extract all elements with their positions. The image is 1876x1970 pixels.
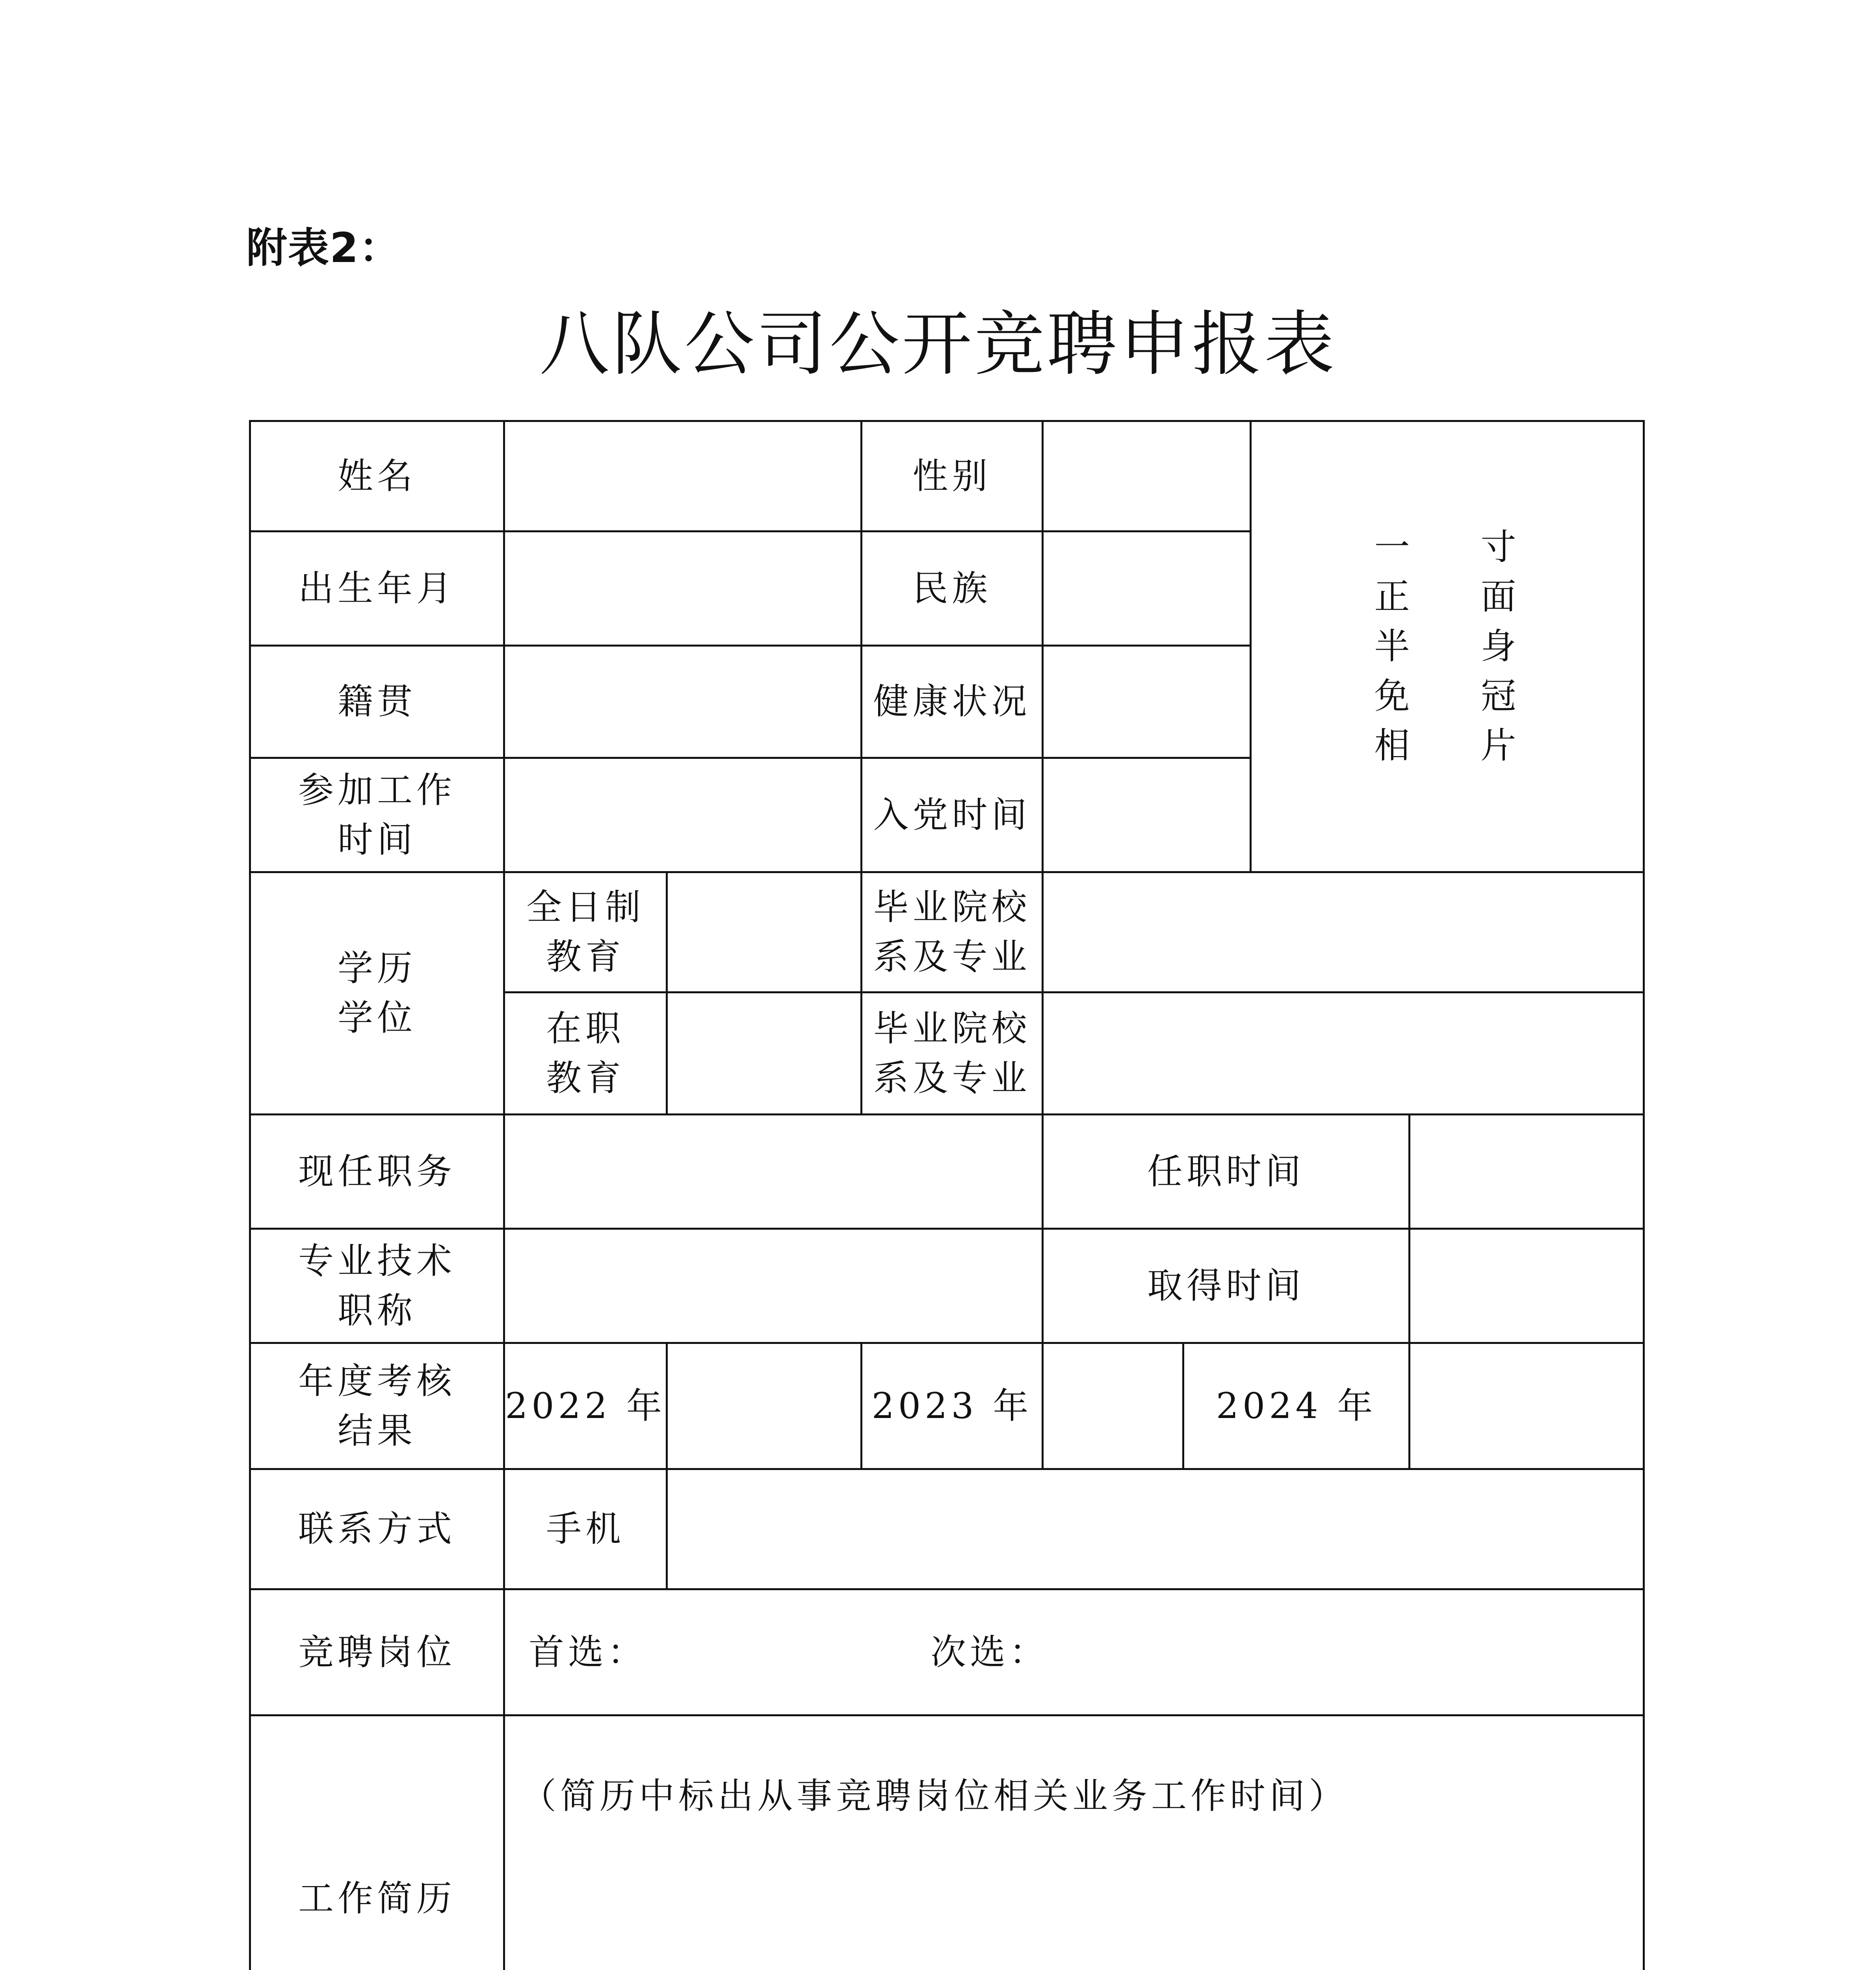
photo-area[interactable] — [1251, 421, 1644, 872]
resume-note: （简历中标出从事竞聘岗位相关业务工作时间） — [521, 1775, 1348, 1817]
tech-title-field[interactable] — [504, 1229, 1043, 1343]
first-choice-label: 首选： — [529, 1631, 647, 1673]
year-2022-label: 2022 年 — [504, 1343, 667, 1469]
birth-field[interactable] — [504, 532, 862, 646]
obtained-time-field[interactable] — [1410, 1229, 1644, 1343]
ethnicity-label: 民族 — [862, 532, 1043, 646]
fulltime-education-label: 全日制 教育 — [504, 872, 667, 992]
appointment-time-label: 任职时间 — [1043, 1115, 1410, 1229]
mobile-field[interactable] — [667, 1469, 1644, 1589]
position-choices[interactable] — [504, 1589, 1644, 1715]
native-place-label: 籍贯 — [250, 646, 504, 758]
native-place-field[interactable] — [504, 646, 862, 758]
tech-title-label: 专业技术 职称 — [250, 1229, 504, 1343]
photo-hint-left: 一 正 半 免 相 — [1374, 526, 1414, 766]
health-label: 健康状况 — [862, 646, 1043, 758]
year-2023-label: 2023 年 — [862, 1343, 1043, 1469]
fulltime-school-label: 毕业院校 系及专业 — [862, 872, 1043, 992]
second-choice-label: 次选： — [931, 1631, 1049, 1673]
ethnicity-field[interactable] — [1043, 532, 1251, 646]
name-field[interactable] — [504, 421, 862, 532]
photo-hint — [1252, 522, 1643, 771]
current-position-field[interactable] — [504, 1115, 1043, 1229]
appointment-time-field[interactable] — [1410, 1115, 1644, 1229]
party-join-field[interactable] — [1043, 758, 1251, 872]
year-2024-label: 2024 年 — [1183, 1343, 1410, 1469]
gender-field[interactable] — [1043, 421, 1251, 532]
work-start-field[interactable] — [504, 758, 862, 872]
work-start-label: 参加工作 时间 — [250, 758, 504, 872]
resume-label: 工作简历 — [250, 1715, 504, 1970]
party-join-label: 入党时间 — [862, 758, 1043, 872]
fulltime-education-field[interactable] — [667, 872, 862, 992]
name-label: 姓名 — [250, 421, 504, 532]
year-2022-result-field[interactable] — [667, 1343, 862, 1469]
inservice-education-label: 在职 教育 — [504, 992, 667, 1115]
position-label: 竞聘岗位 — [250, 1589, 504, 1715]
contact-label: 联系方式 — [250, 1469, 504, 1589]
inservice-education-field[interactable] — [667, 992, 862, 1115]
page-title: 八队公司公开竞聘申报表 — [539, 303, 1337, 385]
inservice-school-field[interactable] — [1043, 992, 1644, 1115]
inservice-school-label: 毕业院校 系及专业 — [862, 992, 1043, 1115]
year-2023-result-field[interactable] — [1043, 1343, 1183, 1469]
attachment-label: 附表2： — [246, 224, 401, 272]
education-label: 学历 学位 — [250, 872, 504, 1115]
current-position-label: 现任职务 — [250, 1115, 504, 1229]
obtained-time-label: 取得时间 — [1043, 1229, 1410, 1343]
resume-field[interactable] — [504, 1715, 1644, 1970]
year-2024-result-field[interactable] — [1410, 1343, 1644, 1469]
birth-label: 出生年月 — [250, 532, 504, 646]
photo-hint-right: 寸 面 身 冠 片 — [1480, 526, 1520, 766]
application-form — [249, 420, 1645, 1970]
annual-review-label: 年度考核 结果 — [250, 1343, 504, 1469]
fulltime-school-field[interactable] — [1043, 872, 1644, 992]
gender-label: 性别 — [862, 421, 1043, 532]
health-field[interactable] — [1043, 646, 1251, 758]
mobile-label: 手机 — [504, 1469, 667, 1589]
